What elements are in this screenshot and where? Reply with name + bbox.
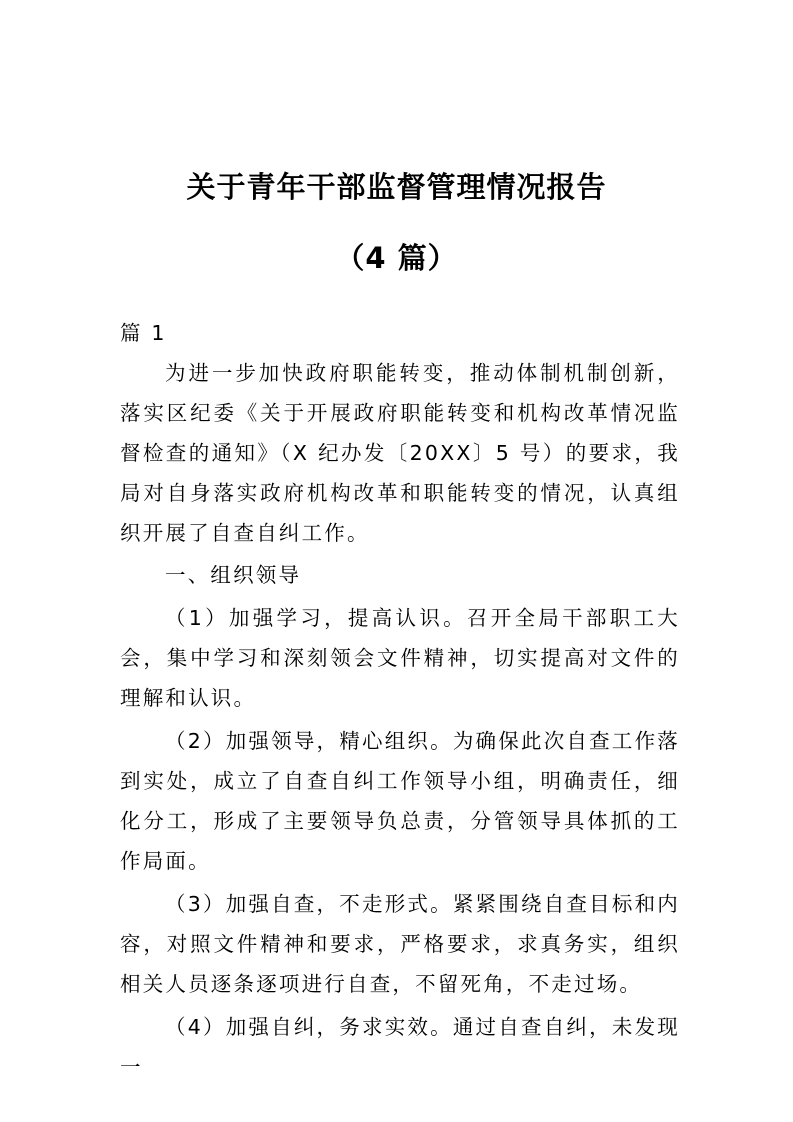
document-title: 关于青年干部监督管理情况报告 — [186, 170, 607, 204]
list-item: （3）加强自查，不走形式。紧紧围绕自查目标和内容，对照文件精神和要求，严格要求，求真务实，组织相关人员逐条逐项进行自查，不留死角，不走过场。 — [120, 892, 680, 996]
document-subtitle: （4 篇） — [335, 241, 458, 275]
section-label: 篇 1 — [120, 321, 167, 345]
document-body — [120, 313, 680, 1087]
list-item: （1）加强学习，提高认识。召开全局干部职工大会，集中学习和深刻领会文件精神，切实提高对文件的理解和认识。 — [120, 606, 680, 710]
intro-paragraph: 为进一步加快政府职能转变，推动体制机制创新，落实区纪委《关于开展政府职能转变和机构改革情况监督检查的通知》（X 纪办发〔20XX〕5 号）的要求，我局对自身落实政府机构改革和职能转变的情况，认真组织开展了自查自纠工作。 — [120, 361, 680, 545]
list-item: （4）加强自纠，务求实效。通过自查自纠，未发现一 — [120, 1015, 680, 1079]
section-heading: 一、组织领导 — [165, 563, 302, 587]
list-item: （2）加强领导，精心组织。为确保此次自查工作落到实处，成立了自查自纠工作领导小组，明确责任，细化分工，形成了主要领导负总责，分管领导具体抓的工作局面。 — [120, 729, 680, 873]
